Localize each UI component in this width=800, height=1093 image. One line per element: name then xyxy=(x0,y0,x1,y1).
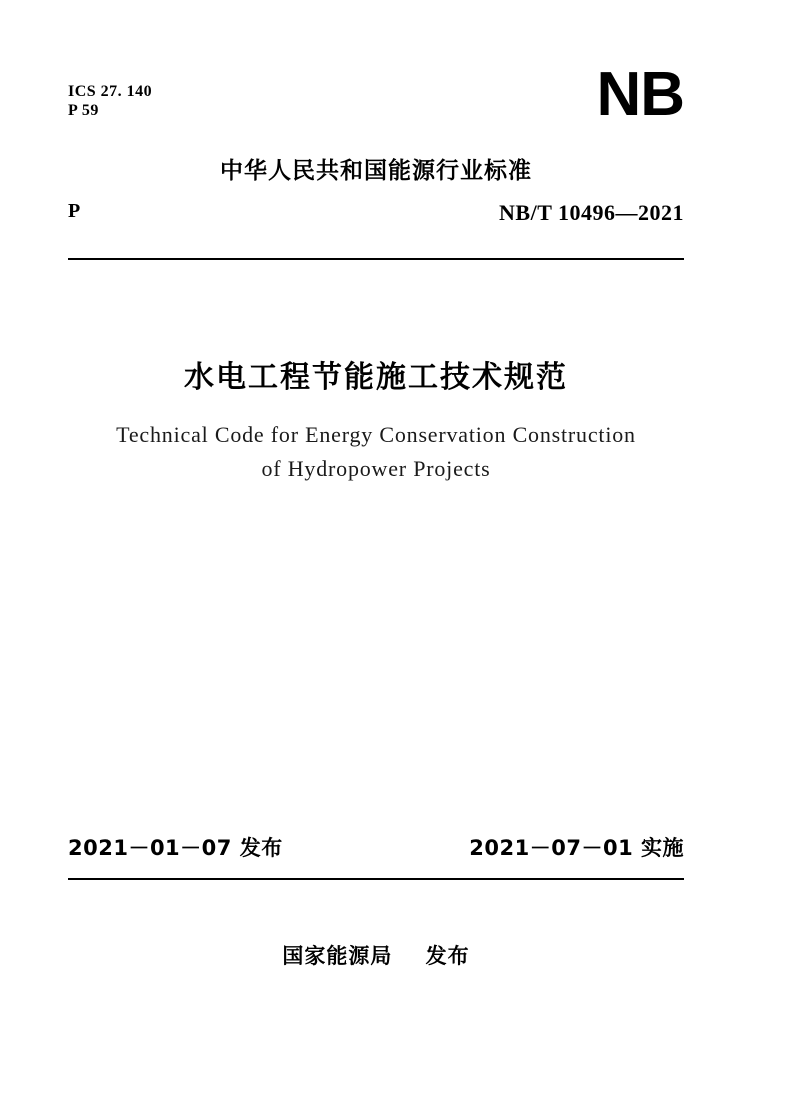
code-row xyxy=(68,200,684,230)
document-title-en-line1: Technical Code for Energy Conservation Construction xyxy=(116,422,636,447)
document-title-en xyxy=(68,418,684,486)
dates-row xyxy=(68,832,684,866)
standard-code: NB/T 10496—2021 xyxy=(499,200,684,225)
effective-date: 2021－07－01 实施 xyxy=(469,836,684,860)
divider-bottom xyxy=(68,878,684,880)
document-title-cn: 水电工程节能施工技术规范 xyxy=(184,360,568,395)
publisher-line: 国家能源局 发布 xyxy=(282,944,470,968)
cover-content xyxy=(68,0,684,1093)
issue-date: 2021－01－07 发布 xyxy=(68,836,283,860)
ics-block xyxy=(68,82,152,120)
ics-number: ICS 27. 140 xyxy=(68,83,153,100)
document-title-en-line2: of Hydropower Projects xyxy=(261,456,491,481)
header-row xyxy=(68,60,684,142)
authority-line: 中华人民共和国能源行业标准 xyxy=(220,158,532,184)
category-letter: P xyxy=(68,200,81,222)
divider-top xyxy=(68,258,684,260)
classification-code: P 59 xyxy=(68,102,99,119)
nb-logo: NB xyxy=(596,60,684,129)
